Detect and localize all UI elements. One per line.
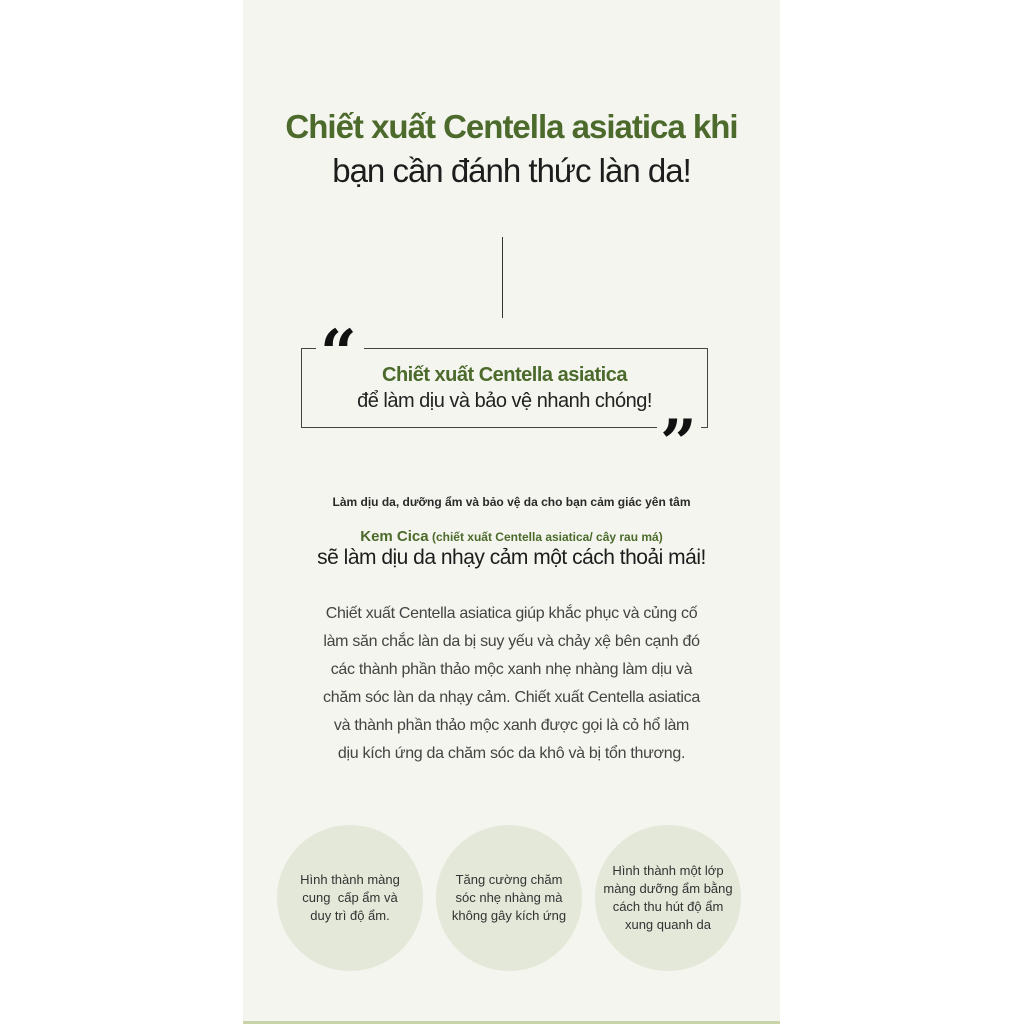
benefit-line: xung quanh da [624, 917, 711, 932]
benefit-line: cung cấp ẩm và [302, 890, 398, 905]
benefit-line: Hình thành một lớp [612, 863, 724, 878]
benefit-line: sóc nhẹ nhàng mà [455, 890, 563, 905]
close-quote-icon: ” [660, 406, 697, 481]
description-line: Chiết xuất Centella asiatica giúp khắc phục và củng cố [325, 605, 698, 622]
divider-vertical [502, 237, 503, 318]
quote-box [301, 348, 708, 428]
product-detail: (chiết xuất Centella asiatica/ cây rau má) [428, 530, 663, 544]
benefit-circle-gentle-care [436, 825, 582, 971]
open-quote-icon: “ [320, 316, 357, 391]
benefit-line: duy trì độ ẩm. [310, 908, 390, 923]
description-line: và thành phần thảo mộc xanh được gọi là cỏ hổ làm [333, 717, 690, 734]
quote-line-1: Chiết xuất Centella asiatica [382, 364, 627, 386]
benefit-line: màng dưỡng ẩm bằng [603, 881, 733, 896]
heading-line-2: bạn cần đánh thức làn da! [332, 152, 691, 189]
description-line: chăm sóc làn da nhạy cảm. Chiết xuất Centella asiatica [323, 689, 700, 706]
section-subtitle: Làm dịu da, dưỡng ẩm và bảo vệ da cho bạn cảm giác yên tâm [332, 495, 691, 509]
product-tagline: sẽ làm dịu da nhạy cảm một cách thoải mái! [317, 546, 706, 569]
description-line: các thành phần thảo mộc xanh nhẹ nhàng làm dịu và [330, 661, 693, 678]
heading-line-1: Chiết xuất Centella asiatica khi [285, 108, 738, 145]
benefit-line: Hình thành màng [300, 872, 400, 887]
quote-line-2: để làm dịu và bảo vệ nhanh chóng! [357, 390, 652, 412]
benefit-circle-moisture [277, 825, 423, 971]
benefit-circle-moisture-layer [595, 825, 741, 971]
benefit-line: không gây kích ứng [451, 908, 567, 923]
description-paragraph [243, 600, 780, 768]
product-name: Kem Cica [360, 528, 429, 545]
benefit-line: Tăng cường chăm [455, 872, 563, 887]
benefit-line: cách thu hút độ ẩm [612, 899, 724, 914]
description-line: dịu kích ứng da chăm sóc da khô và bị tổn thương. [337, 745, 686, 762]
description-line: làm săn chắc làn da bị suy yếu và chảy xệ bên cạnh đó [323, 633, 700, 650]
product-name-line [243, 528, 780, 546]
